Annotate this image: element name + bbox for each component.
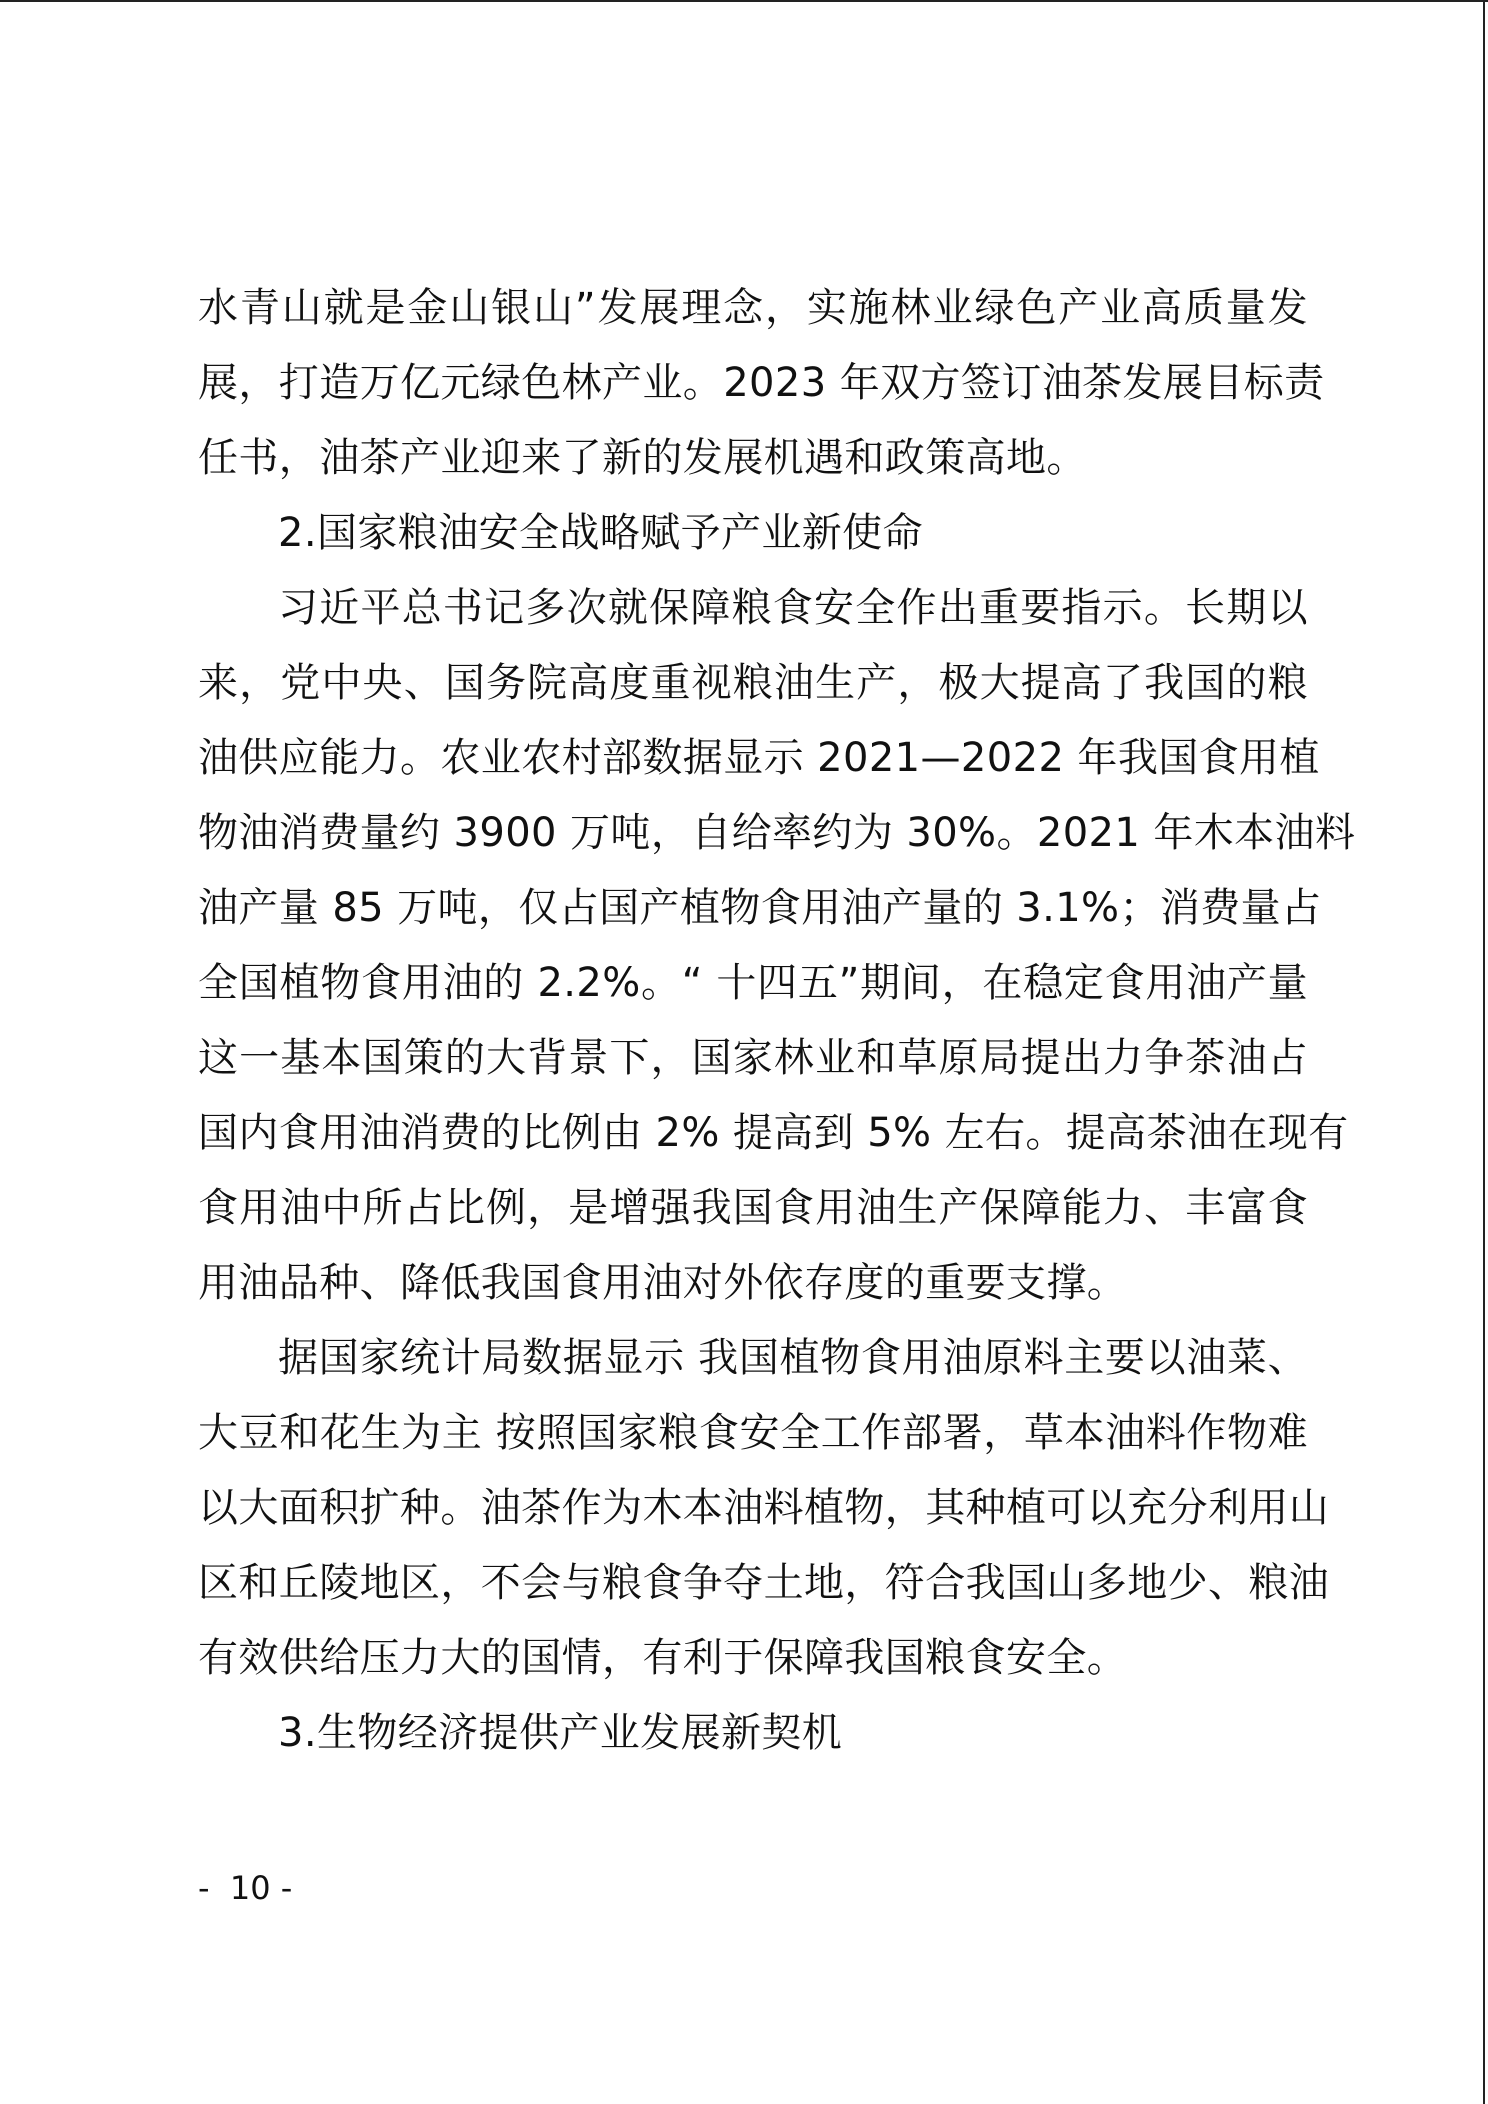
body-line-10: 全国植物食用油的 2.2%。“ 十四五”期间，在稳定食用油产量 xyxy=(198,960,1308,1006)
body-line-6: 来，党中央、国务院高度重视粮油生产，极大提高了我国的粮 xyxy=(198,660,1308,706)
page-top-border xyxy=(0,0,1488,2)
body-line-5: 习近平总书记多次就保障粮食安全作出重要指示。长期以 xyxy=(278,585,1308,631)
section-heading-2: 2.国家粮油安全战略赋予产业新使命 xyxy=(278,510,923,556)
page-number: - 10 - xyxy=(198,1869,293,1907)
body-line-16: 大豆和花生为主 按照国家粮食安全工作部署，草本油料作物难 xyxy=(198,1410,1308,1456)
body-line-9: 油产量 85 万吨，仅占国产植物食用油产量的 3.1%；消费量占 xyxy=(198,885,1322,931)
section-heading-3: 3.生物经济提供产业发展新契机 xyxy=(278,1710,843,1756)
body-line-1: 水青山就是金山银山”发展理念，实施林业绿色产业高质量发 xyxy=(198,285,1308,331)
body-line-11: 这一基本国策的大背景下，国家林业和草原局提出力争茶油占 xyxy=(198,1035,1308,1081)
body-line-13: 食用油中所占比例，是增强我国食用油生产保障能力、丰富食 xyxy=(198,1185,1308,1231)
body-line-3: 任书，油茶产业迎来了新的发展机遇和政策高地。 xyxy=(198,435,1087,481)
body-line-14: 用油品种、降低我国食用油对外依存度的重要支撑。 xyxy=(198,1260,1128,1306)
body-line-8: 物油消费量约 3900 万吨，自给率约为 30%。2021 年木本油料 xyxy=(198,810,1356,856)
body-line-2: 展，打造万亿元绿色林产业。2023 年双方签订油茶发展目标责 xyxy=(198,360,1325,406)
body-line-12: 国内食用油消费的比例由 2% 提高到 5% 左右。提高茶油在现有 xyxy=(198,1110,1349,1156)
body-line-17: 以大面积扩种。油茶作为木本油料植物，其种植可以充分利用山 xyxy=(198,1485,1330,1531)
body-line-15: 据国家统计局数据显示 我国植物食用油原料主要以油菜、 xyxy=(278,1335,1308,1381)
body-line-18: 区和丘陵地区，不会与粮食争夺土地，符合我国山多地少、粮油 xyxy=(198,1560,1330,1606)
body-line-19: 有效供给压力大的国情，有利于保障我国粮食安全。 xyxy=(198,1635,1128,1681)
document-body xyxy=(198,271,1356,1771)
body-line-7: 油供应能力。农业农村部数据显示 2021—2022 年我国食用植 xyxy=(198,735,1320,781)
page-right-border xyxy=(1483,0,1485,2104)
